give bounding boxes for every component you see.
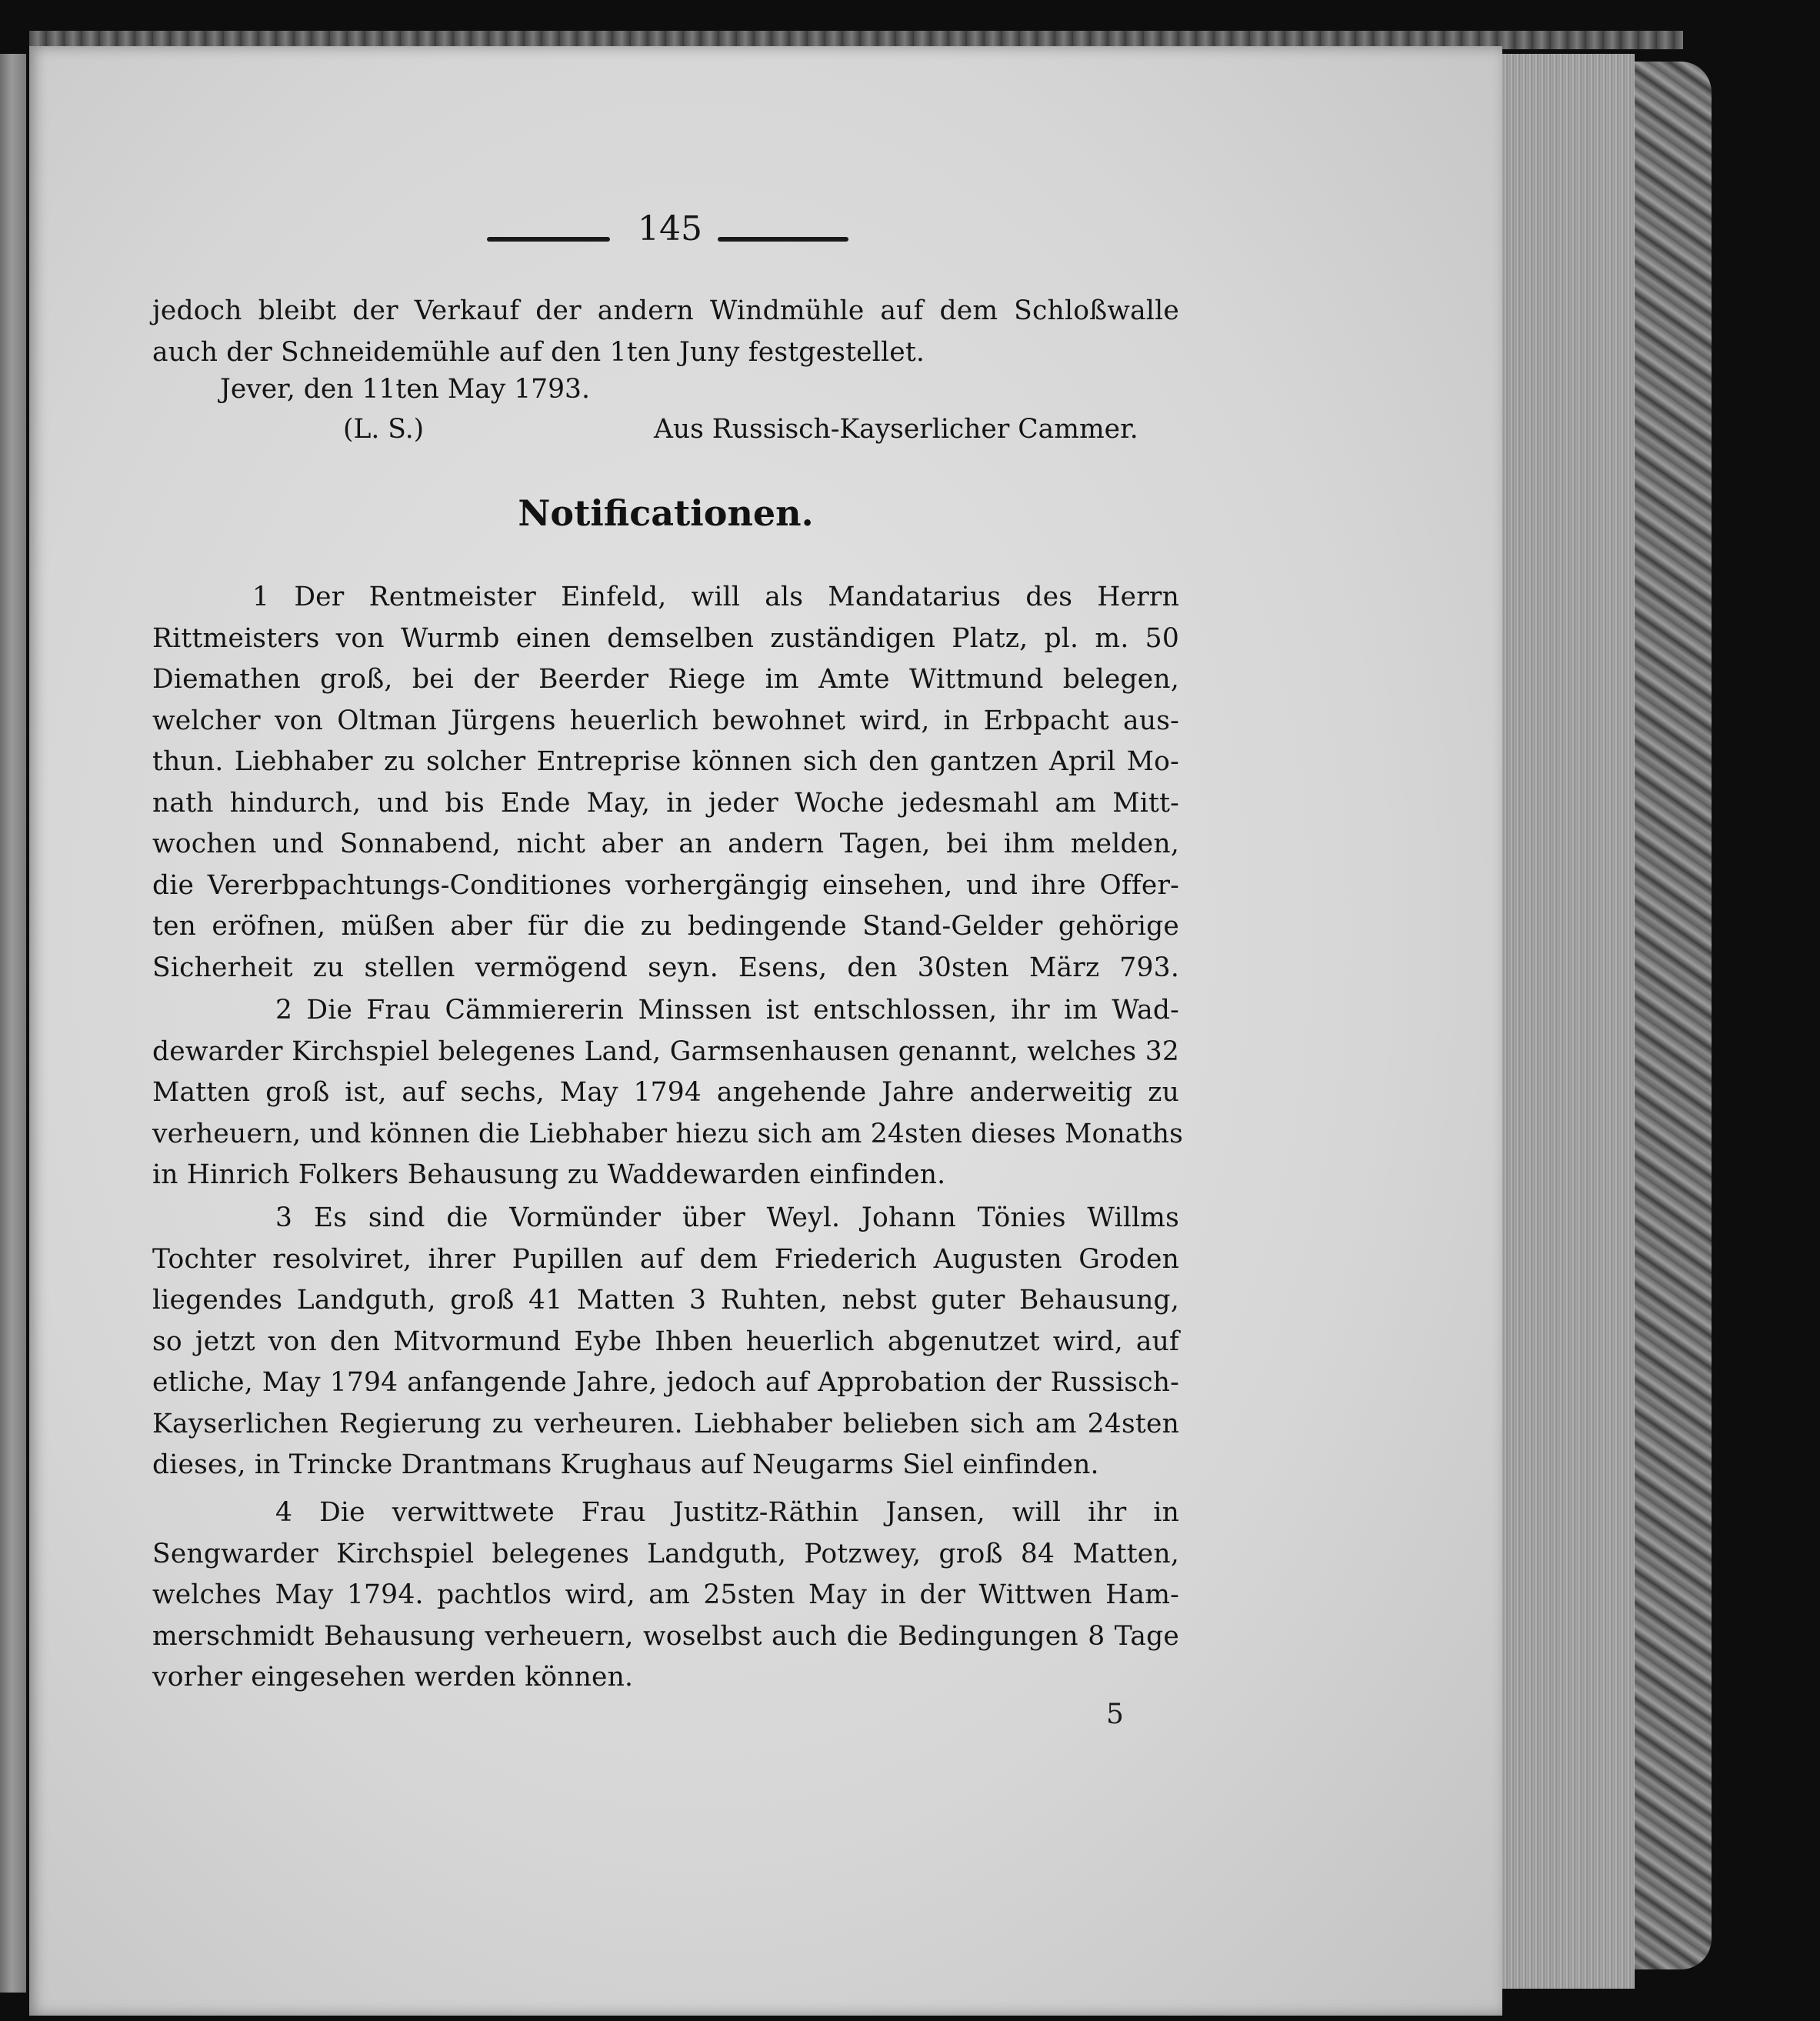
text-line: 2 Die Frau Cämmiererin Minssen ist entschlossen, ihr im Wad-	[275, 995, 1179, 1026]
signature-mark: 5	[1106, 1699, 1124, 1730]
text-line: 3 Es sind die Vormünder über Weyl. Johann Tönies Willms	[275, 1202, 1179, 1233]
text-line: die Vererbpachtungs-Conditiones vorhergängig einsehen, und ihre Offer-	[152, 869, 1179, 901]
text-line: verheuern, und können die Liebhaber hiezu sich am 24sten dieses Monaths	[152, 1118, 1184, 1149]
issuing-authority: Aus Russisch-Kayserlicher Cammer.	[654, 414, 1138, 445]
seal-mark: (L. S.)	[343, 414, 425, 445]
text-line: liegendes Landguth, groß 41 Matten 3 Ruhten, nebst guter Behausung,	[152, 1285, 1179, 1316]
text-line: Diemathen groß, bei der Beerder Riege im Amte Wittmund belegen,	[152, 664, 1179, 695]
notice-2	[152, 990, 1184, 1196]
intro-paragraph	[152, 291, 1179, 373]
text-line: ten eröfnen, müßen aber für die zu bedingende Stand-Gelder gehörige	[152, 911, 1179, 942]
notice-1	[152, 577, 1179, 989]
text-line: so jetzt von den Mitvormund Eybe Ihben heuerlich abgenutzet wird, auf	[152, 1326, 1179, 1357]
text-line: Sicherheit zu stellen vermögend seyn. Esens, den 30sten März 793.	[152, 952, 1179, 983]
text-line: welches May 1794. pachtlos wird, am 25sten May in der Wittwen Ham-	[152, 1579, 1179, 1610]
text-line: dieses, in Trincke Drantmans Krughaus auf Neugarms Siel einfinden.	[152, 1449, 1099, 1480]
place-date-line: Jever, den 11ten May 1793.	[220, 374, 590, 405]
header-rule-right	[718, 237, 848, 242]
text-line: 4 Die verwittwete Frau Justitz-Räthin Jansen, will ihr in	[275, 1497, 1179, 1528]
text-line: Matten groß ist, auf sechs, May 1794 angehende Jahre anderweitig zu	[152, 1077, 1179, 1108]
page-block-edge	[1488, 54, 1635, 1989]
previous-page-edge	[0, 54, 26, 1993]
text-line: wochen und Sonnabend, nicht aber an andern Tagen, bei ihm melden,	[152, 829, 1179, 859]
text-line: Rittmeisters von Wurmb einen demselben zuständigen Platz, pl. m. 50	[152, 622, 1179, 654]
marbled-cover-board	[1635, 62, 1712, 1969]
book-page	[29, 46, 1502, 2016]
text-line: thun. Liebhaber zu solcher Entreprise können sich den gantzen April Mo-	[152, 746, 1179, 777]
page-header	[487, 209, 856, 263]
text-line: jedoch bleibt der Verkauf der andern Windmühle auf dem Schloßwalle	[152, 295, 1179, 326]
header-rule-left	[487, 237, 610, 242]
text-line: Tochter resolviret, ihrer Pupillen auf dem Friederich Augusten Groden	[152, 1243, 1179, 1275]
text-line: Kayserlichen Regierung zu verheuren. Liebhaber belieben sich am 24sten	[152, 1408, 1179, 1439]
text-line: nath hindurch, und bis Ende May, in jeder Woche jedesmahl am Mitt-	[152, 787, 1179, 819]
section-heading: Notificationen.	[518, 492, 814, 534]
text-line: auch der Schneidemühle auf den 1ten Juny festgestellet.	[152, 336, 925, 368]
text-line: in Hinrich Folkers Behausung zu Waddewarden einfinden.	[152, 1159, 946, 1190]
text-line: 1 Der Rentmeister Einfeld, will als Mandatarius des Herrn	[252, 582, 1179, 612]
text-line: dewarder Kirchspiel belegenes Land, Garmsenhausen genannt, welches 32	[152, 1036, 1179, 1067]
page-number: 145	[638, 209, 702, 248]
text-line: Sengwarder Kirchspiel belegenes Landguth, Potzwey, groß 84 Matten,	[152, 1538, 1179, 1569]
text-line: welcher von Oltman Jürgens heuerlich bewohnet wird, in Erbpacht aus-	[152, 705, 1179, 736]
notice-4	[152, 1492, 1179, 1699]
text-line: etliche, May 1794 anfangende Jahre, jedoch auf Approbation der Russisch-	[152, 1367, 1179, 1398]
text-line: vorher eingesehen werden können.	[152, 1662, 634, 1693]
notice-3	[152, 1198, 1179, 1486]
text-line: merschmidt Behausung verheuern, woselbst auch die Bedingungen 8 Tage	[152, 1620, 1179, 1652]
